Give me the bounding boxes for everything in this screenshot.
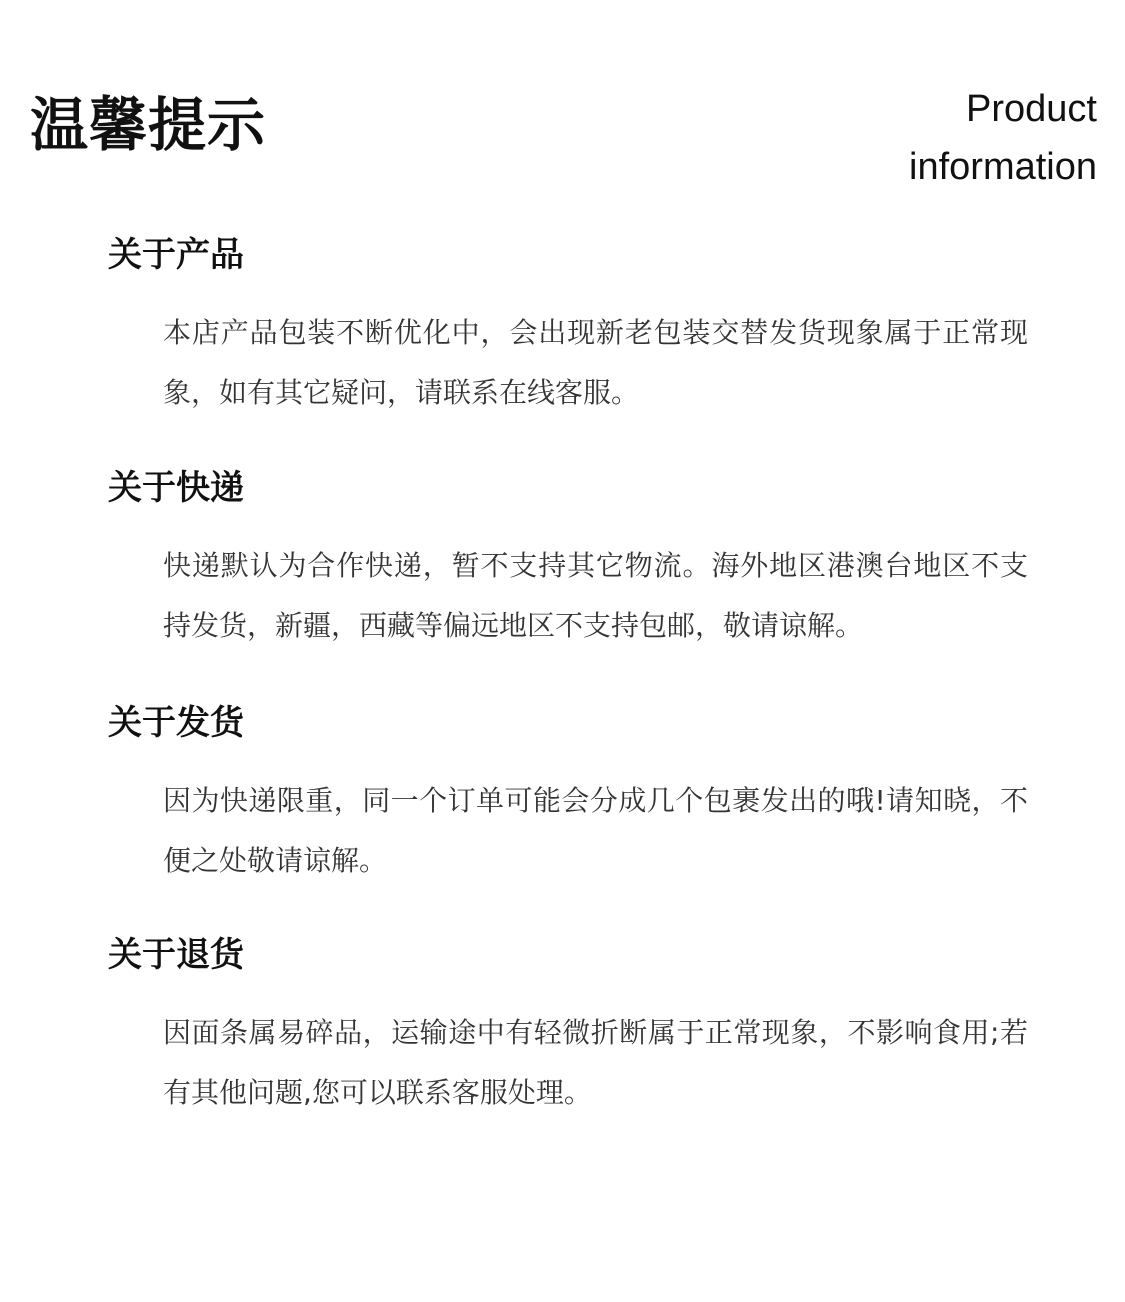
subtitle-line-information: information: [909, 146, 1097, 188]
section-body-returns: 因面条属易碎品，运输途中有轻微折断属于正常现象，不影响食用;若有其他问题,您可以联系客服处理。: [163, 1016, 1028, 1109]
section-heading-product: 关于产品: [108, 235, 244, 275]
section-shipping: [108, 701, 1028, 891]
section-body-product: 本店产品包装不断优化中，会出现新老包装交替发货现象属于正常现象，如有其它疑问，请联系在线客服。: [163, 316, 1028, 409]
section-express: [108, 466, 1028, 656]
section-body-shipping: 因为快递限重，同一个订单可能会分成几个包裹发出的哦!请知晓，不便之处敬请谅解。: [163, 784, 1028, 877]
page-title: 温馨提示: [30, 91, 267, 159]
subtitle-line-product: Product: [966, 88, 1097, 130]
section-heading-express: 关于快递: [108, 468, 244, 508]
section-product: [108, 233, 1028, 423]
section-body-express: 快递默认为合作快递，暂不支持其它物流。海外地区港澳台地区不支持发货，新疆，西藏等偏远地区不支持包邮，敬请谅解。: [163, 549, 1028, 642]
section-heading-returns: 关于退货: [108, 935, 244, 975]
page-subtitle: [909, 80, 1097, 196]
section-returns: [108, 933, 1028, 1123]
section-heading-shipping: 关于发货: [108, 703, 244, 743]
